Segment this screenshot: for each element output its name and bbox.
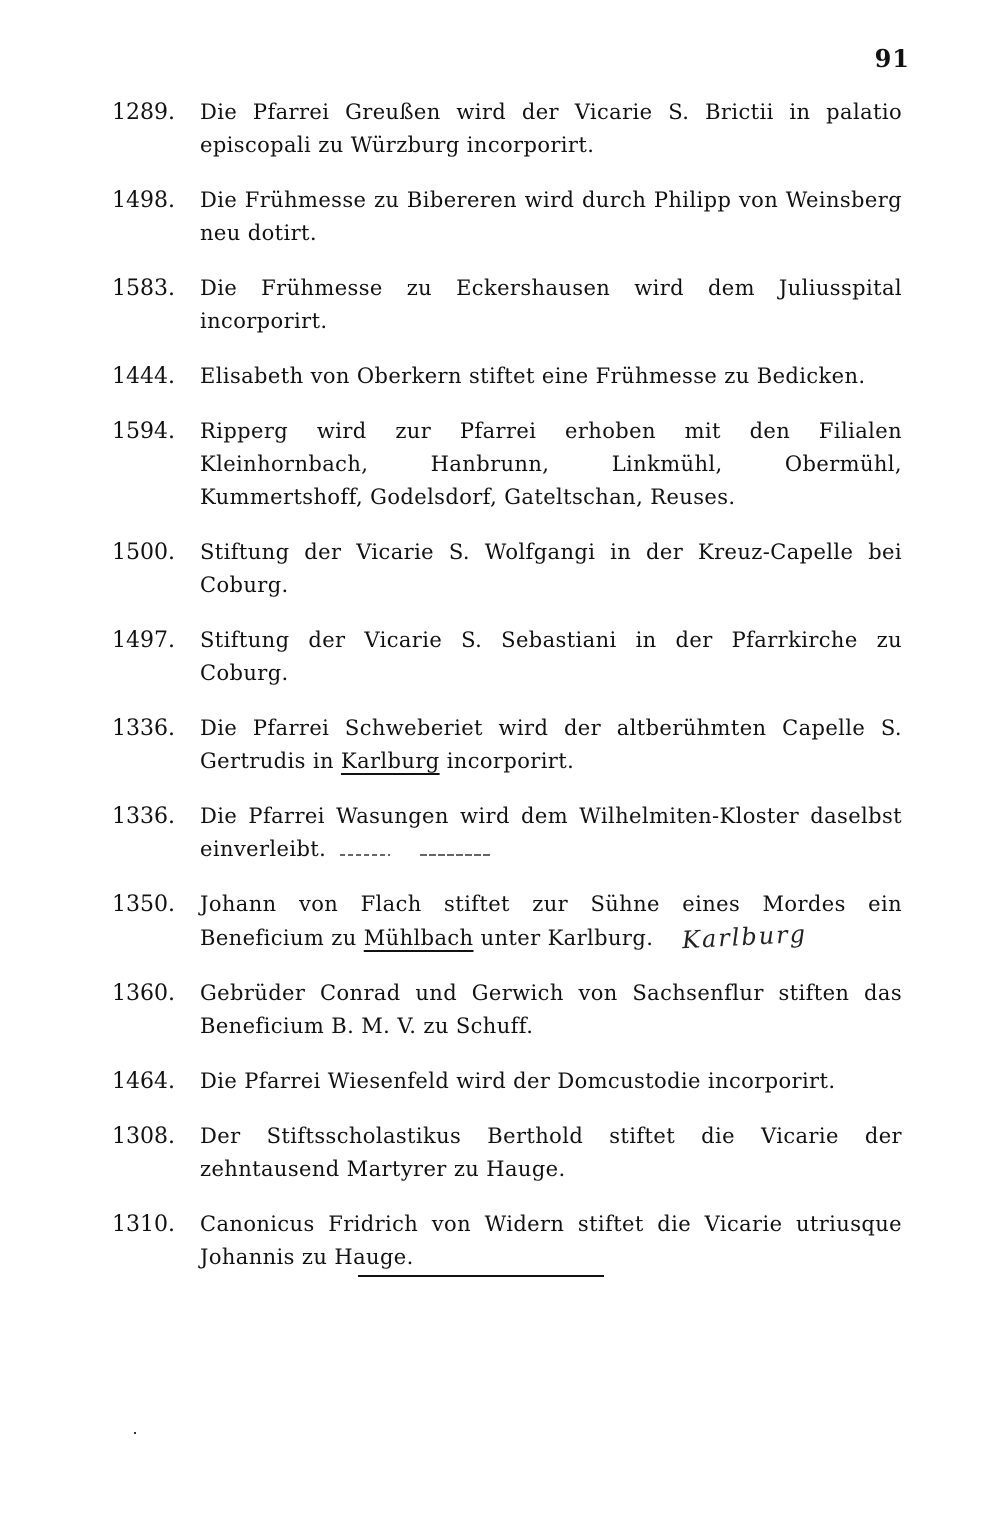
entry-year: 1498. — [112, 188, 175, 213]
list-item — [112, 536, 902, 602]
underlined-place-name: Karlburg — [340, 749, 440, 773]
section-divider — [358, 1275, 604, 1277]
list-item — [112, 712, 902, 778]
entry-year: 1583. — [112, 276, 175, 301]
entry-year: 1360. — [112, 981, 175, 1006]
list-item — [112, 888, 902, 955]
entry-year: 1594. — [112, 419, 175, 444]
entry-year: 1500. — [112, 540, 175, 565]
entry-year: 1497. — [112, 628, 175, 653]
entry-year: 1336. — [112, 804, 175, 829]
entry-text: Elisabeth von Oberkern stiftet eine Frühmesse zu Bedicken. — [200, 364, 866, 388]
page-number: 91 — [874, 44, 910, 73]
list-item — [112, 1208, 902, 1274]
entry-year: 1336. — [112, 716, 175, 741]
list-item — [112, 624, 902, 690]
list-item — [112, 977, 902, 1043]
entry-text: Canonicus Fridrich von Widern stiftet die Vicarie utriusque Johannis zu Hauge. — [200, 1212, 902, 1269]
entry-year: 1308. — [112, 1124, 175, 1149]
entry-text: Ripperg wird zur Pfarrei erhoben mit den Filialen Kleinhornbach, Hanbrunn, Linkmühl, Obermühl, Kummertshoff, Godelsdorf, Gateltschan, Reuses. — [200, 419, 902, 509]
entry-text — [200, 888, 902, 955]
entry-year: 1444. — [112, 364, 175, 389]
list-item — [112, 184, 902, 250]
list-item — [112, 1120, 902, 1186]
entry-year: 1350. — [112, 892, 175, 917]
entry-text: Gebrüder Conrad und Gerwich von Sachsenflur stiften das Beneficium B. M. V. zu Schuff. — [200, 981, 902, 1038]
entry-year: 1310. — [112, 1212, 175, 1237]
pencil-dash-marks — [230, 852, 490, 860]
entry-text: Die Pfarrei Wiesenfeld wird der Domcustodie incorporirt. — [200, 1069, 836, 1093]
entry-year: 1289. — [112, 100, 175, 125]
entry-text-after: unter Karlburg. — [480, 926, 654, 950]
entry-text: Die Pfarrei Wasungen wird dem Wilhelmiten-Kloster daselbst einverleibt. — [200, 804, 902, 861]
list-item — [112, 1065, 902, 1098]
entry-text: Die Pfarrei Greußen wird der Vicarie S. Brictii in palatio episcopali zu Würzburg incorporirt. — [200, 100, 902, 157]
list-item — [112, 415, 902, 514]
entry-text-before: Die Pfarrei Schweberiet wird der altberühmten Capelle S. Gertrudis in — [200, 716, 902, 773]
entry-text: Die Frühmesse zu Eckershausen wird dem Juliusspital incorporirt. — [200, 276, 902, 333]
entry-year: 1464. — [112, 1069, 175, 1094]
list-item — [112, 272, 902, 338]
underlined-place-name: Mühlbach — [363, 926, 474, 950]
entry-text-after: incorporirt. — [446, 749, 575, 773]
list-item — [112, 96, 902, 162]
handwritten-annotation: Karlburg — [681, 919, 809, 955]
entry-list — [112, 96, 902, 1296]
entry-text: Stiftung der Vicarie S. Wolfgangi in der Kreuz-Capelle bei Coburg. — [200, 540, 902, 597]
entry-text: Stiftung der Vicarie S. Sebastiani in der Pfarrkirche zu Coburg. — [200, 628, 902, 685]
list-item — [112, 360, 902, 393]
entry-text-before: Johann von Flach stiftet zur Sühne eines Mordes ein Beneficium zu — [200, 892, 902, 950]
entry-text — [200, 712, 902, 778]
entry-text: Der Stiftsscholastikus Berthold stiftet die Vicarie der zehntausend Martyrer zu Hauge. — [200, 1124, 902, 1181]
entry-text: Die Frühmesse zu Bibereren wird durch Philipp von Weinsberg neu dotirt. — [200, 188, 902, 245]
paper-speck — [134, 1432, 136, 1434]
